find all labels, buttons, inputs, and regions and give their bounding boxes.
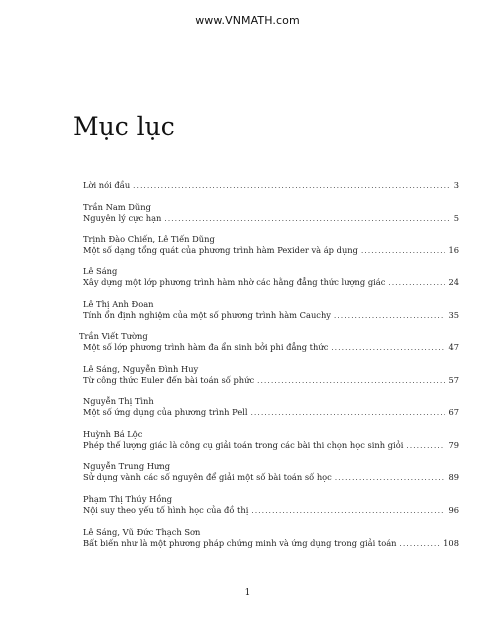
toc-entry[interactable]	[83, 234, 459, 257]
toc-entry-title: Bất biến như là một phương pháp chứng minh và ứng dụng trong giải toán	[83, 538, 397, 548]
toc-entry-title: Một số ứng dụng của phương trình Pell	[83, 407, 248, 417]
toc-entry[interactable]	[83, 180, 459, 192]
dot-leader	[257, 376, 445, 387]
dot-leader	[388, 278, 445, 289]
toc-entry-author: Huỳnh Bá Lộc	[83, 429, 143, 439]
dot-leader	[361, 246, 445, 257]
toc-entry-line	[83, 505, 459, 517]
toc-entry-author: Lê Sáng, Vũ Đức Thạch Sơn	[83, 527, 201, 537]
toc-entry-author: Lê Sáng, Nguyễn Đình Huy	[83, 364, 199, 374]
toc-entry[interactable]	[83, 266, 459, 289]
toc-title: Mục lục	[73, 112, 175, 141]
toc-entry[interactable]	[83, 527, 459, 550]
dot-leader	[251, 408, 446, 419]
site-header: www.VNMATH.com	[195, 14, 300, 27]
toc-entry-line	[79, 342, 459, 354]
dot-leader	[251, 506, 445, 517]
toc-entry-author: Phạm Thị Thúy Hồng	[83, 494, 173, 504]
toc-entry-page: 79	[448, 440, 459, 450]
toc-entry-author: Lê Sáng	[83, 266, 118, 276]
toc-entry-author: Trần Nam Dũng	[83, 202, 151, 212]
toc-entry-title: Từ công thức Euler đến bài toán số phức	[83, 375, 255, 385]
toc-entry-page: 57	[448, 375, 459, 385]
toc-entry-page: 24	[448, 277, 459, 287]
toc-entry-title: Một số lớp phương trình hàm đa ẩn sinh bởi phi đẳng thức	[83, 342, 329, 352]
dot-leader	[334, 311, 445, 322]
toc-entry-title: Lời nói đầu	[83, 180, 131, 190]
toc-entry[interactable]	[83, 396, 459, 419]
toc-entry[interactable]	[83, 202, 459, 225]
toc-entry-title: Phép thế lượng giác là công cụ giải toán trong các bài thi chọn học sinh giỏi	[83, 440, 404, 450]
dot-leader	[406, 441, 445, 452]
toc-entry-page: 3	[453, 180, 459, 190]
toc-entry[interactable]	[83, 494, 459, 517]
toc-entry-author: Trần Viết Tường	[79, 331, 148, 341]
toc-entry-page: 108	[443, 538, 459, 548]
toc-entry-page: 5	[453, 213, 459, 223]
toc-entry-line	[83, 213, 459, 225]
toc-entry-line	[83, 245, 459, 257]
toc-entry-title: Xây dựng một lớp phương trình hàm nhờ các hằng đẳng thức lượng giác	[83, 277, 386, 287]
toc-entry-author: Trịnh Đào Chiến, Lê Tiến Dũng	[83, 234, 215, 244]
dot-leader	[133, 181, 451, 192]
toc-entry-line	[83, 538, 459, 550]
toc-entry-title: Tính ổn định nghiệm của một số phương trình hàm Cauchy	[83, 310, 331, 320]
toc-entry-title: Nguyên lý cực hạn	[83, 213, 162, 223]
dot-leader	[331, 343, 445, 354]
toc-entry-page: 47	[448, 342, 459, 352]
toc-entry[interactable]	[83, 429, 459, 452]
toc-entry-author: Nguyễn Thị Tình	[83, 396, 154, 406]
toc-entry-title: Nội suy theo yếu tố hình học của đồ thị	[83, 505, 249, 515]
toc-entry-page: 16	[448, 245, 459, 255]
dot-leader	[400, 539, 441, 550]
toc-entry[interactable]	[79, 331, 459, 354]
toc-entry-title: Một số dạng tổng quát của phương trình hàm Pexider và áp dụng	[83, 245, 358, 255]
toc-entry-author: Nguyễn Trung Hưng	[83, 461, 171, 471]
dot-leader	[335, 473, 446, 484]
toc-entry-line	[83, 180, 459, 192]
toc-entry[interactable]	[83, 461, 459, 484]
toc-entry[interactable]	[83, 364, 459, 387]
toc-entry-line	[83, 277, 459, 289]
toc-entry-line	[83, 440, 459, 452]
toc-entry-line	[83, 407, 459, 419]
dot-leader	[164, 214, 450, 225]
toc-entry-line	[83, 375, 459, 387]
toc-entry[interactable]	[83, 299, 459, 322]
toc-entry-page: 35	[448, 310, 459, 320]
page-number: 1	[244, 588, 251, 598]
toc-entry-author: Lê Thị Anh Đoan	[83, 299, 154, 309]
toc-entry-line	[83, 310, 459, 322]
toc-entry-page: 96	[448, 505, 459, 515]
toc-entry-line	[83, 472, 459, 484]
toc-entry-page: 89	[448, 472, 459, 482]
toc-entry-page: 67	[448, 407, 459, 417]
toc-entry-title: Sử dụng vành các số nguyên để giải một số bài toán số học	[83, 472, 332, 482]
